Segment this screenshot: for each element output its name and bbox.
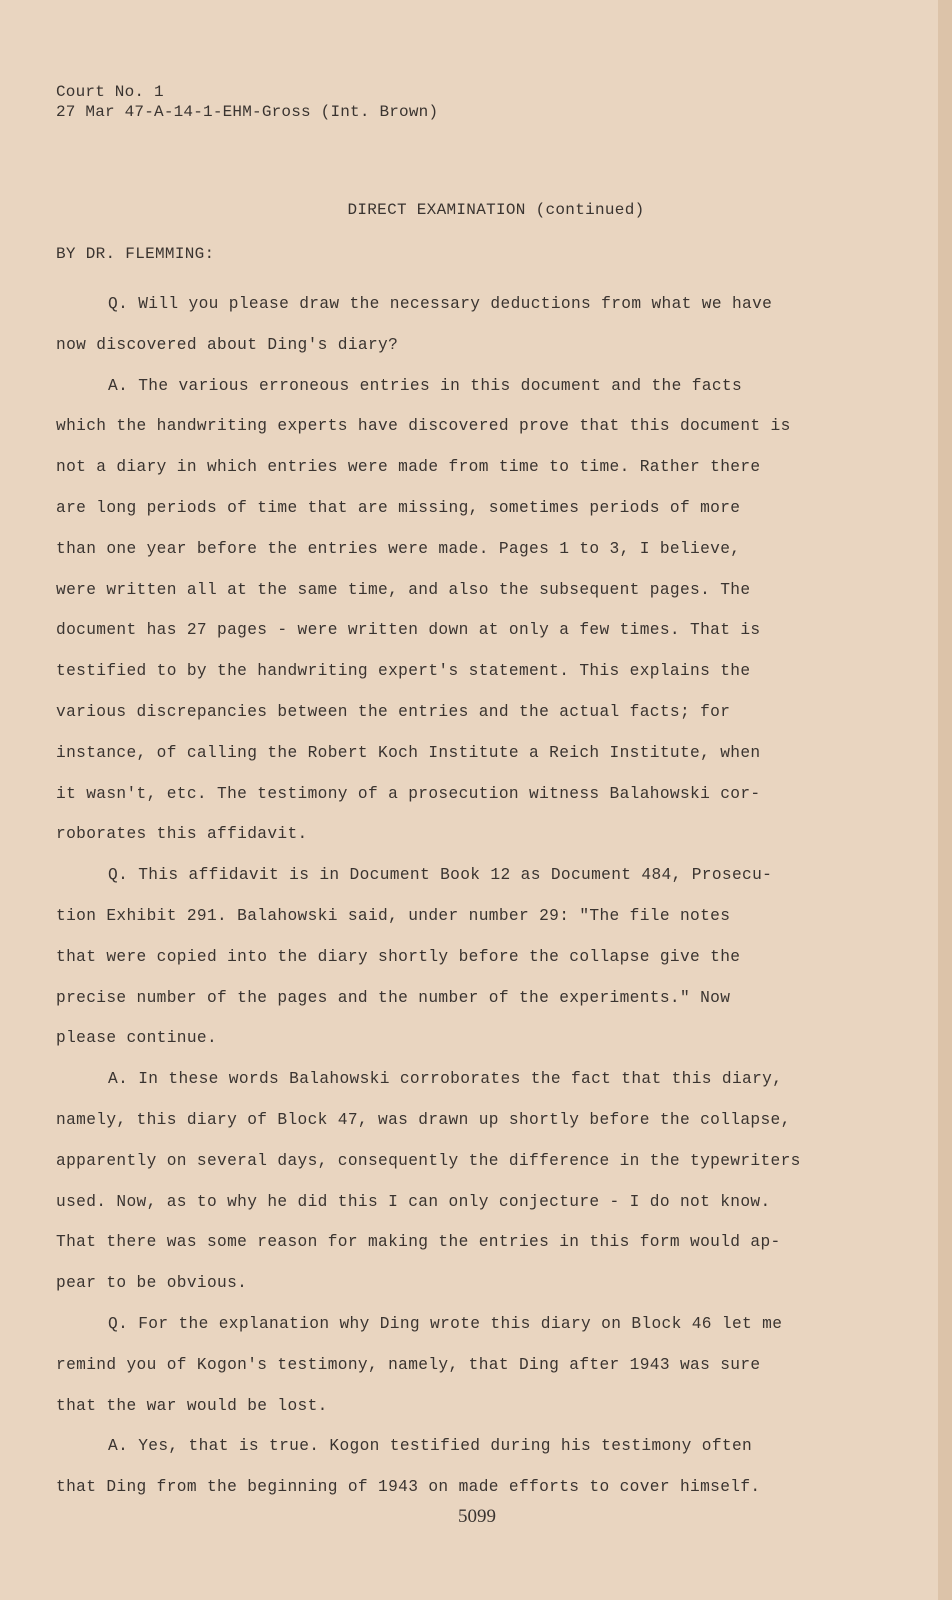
transcript-line: A. The various erroneous entries in this document and the facts [108,376,743,395]
transcript-line: apparently on several days, consequently the difference in the typewriters [56,1151,801,1170]
transcript-line: A. Yes, that is true. Kogon testified during his testimony often [108,1437,753,1456]
transcript-line: used. Now, as to why he did this I can only conjecture - I do not know. [56,1192,771,1211]
transcript-line: were written all at the same time, and also the subsequent pages. The [56,580,751,599]
transcript-line: which the handwriting experts have discovered prove that this document is [56,417,791,436]
transcript-line: not a diary in which entries were made from time to time. Rather there [56,458,761,477]
transcript-line: than one year before the entries were made. Pages 1 to 3, I believe, [56,539,741,558]
transcript-line: testified to by the handwriting expert's statement. This explains the [56,662,751,681]
transcript-line: remind you of Kogon's testimony, namely, that Ding after 1943 was sure [56,1355,761,1374]
page-number: 5099 [458,1506,496,1527]
transcript-line: various discrepancies between the entries and the actual facts; for [56,702,731,721]
transcript-line: that were copied into the diary shortly before the collapse give the [56,947,741,966]
transcript-line: document has 27 pages - were written down at only a few times. That is [56,621,761,640]
transcript-line: please continue. [56,1029,218,1048]
transcript-line: A. In these words Balahowski corroborates the fact that this diary, [108,1070,783,1089]
session-reference: 27 Mar 47-A-14-1-EHM-Gross (Int. Brown) [56,103,439,121]
section-title: DIRECT EXAMINATION (continued) [347,201,645,219]
transcript-line: That there was some reason for making the entries in this form would ap- [56,1233,781,1252]
transcript-line: that the war would be lost. [56,1396,328,1415]
examiner-line: BY DR. FLEMMING: [56,245,215,263]
transcript-line: Q. This affidavit is in Document Book 12 as Document 484, Prosecu- [108,866,773,885]
transcript-line: now discovered about Ding's diary? [56,335,399,354]
transcript-line: roborates this affidavit. [56,825,308,844]
page-edge [938,0,952,1600]
transcript-line: tion Exhibit 291. Balahowski said, under number 29: "The file notes [56,906,731,925]
transcript-line: precise number of the pages and the number of the experiments." Now [56,988,731,1007]
transcript-body [56,284,816,1508]
transcript-line: instance, of calling the Robert Koch Institute a Reich Institute, when [56,743,761,762]
transcript-line: Q. For the explanation why Ding wrote this diary on Block 46 let me [108,1314,783,1333]
transcript-line: pear to be obvious. [56,1274,248,1293]
transcript-line: that Ding from the beginning of 1943 on made efforts to cover himself. [56,1478,761,1497]
transcript-line: namely, this diary of Block 47, was drawn up shortly before the collapse, [56,1110,791,1129]
transcript-line: are long periods of time that are missing, sometimes periods of more [56,498,741,517]
transcript-line: Q. Will you please draw the necessary deductions from what we have [108,295,773,313]
court-header [56,82,438,122]
transcript-line: it wasn't, etc. The testimony of a prosecution witness Balahowski cor- [56,784,761,803]
court-number: Court No. 1 [56,83,164,101]
